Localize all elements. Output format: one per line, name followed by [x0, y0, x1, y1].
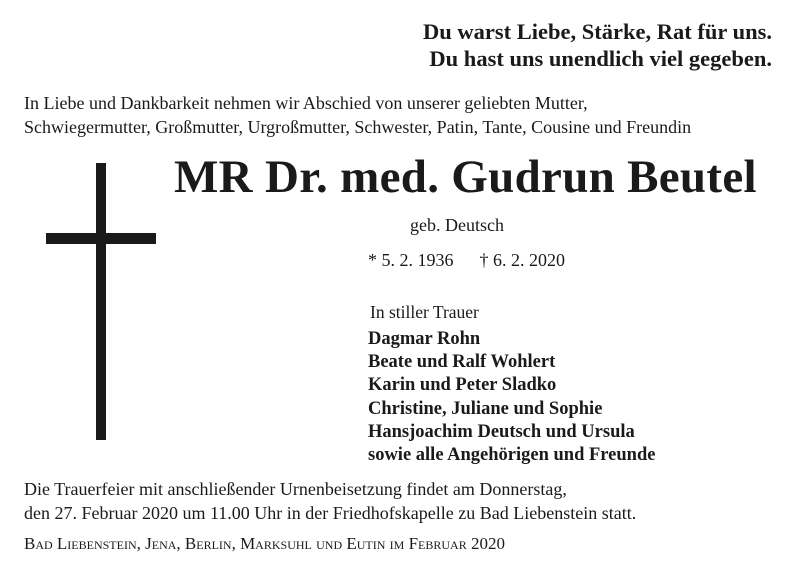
- mourner-name: Beate und Ralf Wohlert: [368, 352, 556, 373]
- mourner-name: sowie alle Angehörigen und Freunde: [368, 445, 656, 466]
- mourner-name: Christine, Juliane und Sophie: [368, 398, 603, 419]
- mourner-name: Dagmar Rohn: [368, 329, 481, 349]
- death-date: † 6. 2. 2020: [479, 250, 565, 270]
- funeral-line-1: Die Trauerfeier mit anschließender Urnenbeisetzung findet am Donnerstag,: [24, 479, 567, 499]
- mourning-heading: In stiller Trauer: [370, 302, 479, 322]
- birth-name: geb. Deutsch: [410, 215, 504, 235]
- mourner-name: Karin und Peter Sladko: [368, 375, 557, 396]
- cross-vertical-bar: [96, 163, 106, 440]
- intro-line-1: In Liebe und Dankbarkeit nehmen wir Abschied von unserer geliebten Mutter,: [24, 93, 588, 113]
- deceased-name: MR Dr. med. Gudrun Beutel: [174, 151, 757, 203]
- motto-verse: [423, 18, 772, 72]
- intro-line-2: Schwiegermutter, Großmutter, Urgroßmutter, Schwester, Patin, Tante, Cousine und Freundin: [24, 117, 692, 137]
- funeral-notice: [24, 478, 784, 525]
- motto-line-2: Du hast uns unendlich viel gegeben.: [429, 46, 772, 71]
- mourners-list: [368, 328, 655, 467]
- life-dates: [368, 249, 565, 271]
- cross-icon: [46, 163, 158, 443]
- mourner-name: Hansjoachim Deutsch und Ursula: [368, 421, 635, 442]
- motto-line-1: Du warst Liebe, Stärke, Rat für uns.: [423, 19, 772, 44]
- cross-horizontal-bar: [46, 233, 156, 244]
- intro-text: [24, 91, 784, 139]
- funeral-line-2: den 27. Februar 2020 um 11.00 Uhr in der Friedhofskapelle zu Bad Liebenstein statt.: [24, 502, 637, 523]
- places-and-date: Bad Liebenstein, Jena, Berlin, Marksuhl und Eutin im Februar 2020: [24, 534, 505, 553]
- birth-date: * 5. 2. 1936: [368, 250, 454, 270]
